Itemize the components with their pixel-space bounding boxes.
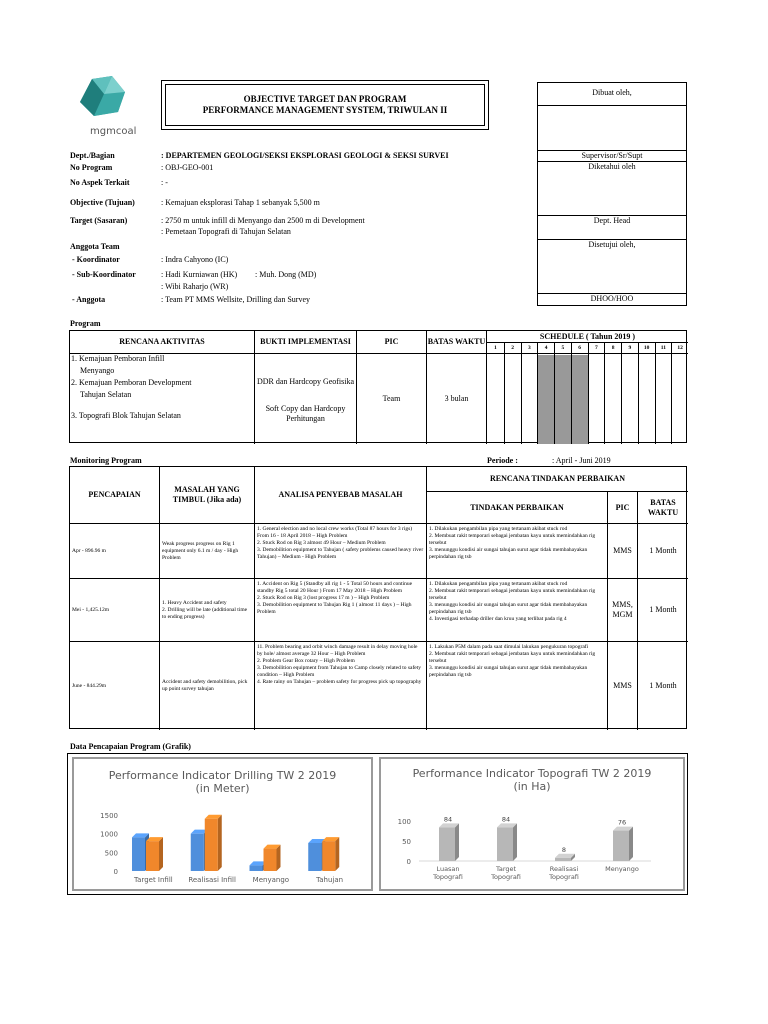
topografi-bar <box>497 823 517 861</box>
subkoordinator-value-1: : Hadi Kurniawan (HK) <box>161 270 238 279</box>
activities-cell <box>70 354 255 444</box>
monitoring-section-label: Monitoring Program <box>70 456 142 465</box>
schedule-month-label: 4 <box>538 343 554 354</box>
topografi-bar <box>613 827 633 861</box>
schedule-bar <box>555 355 571 444</box>
topografi-category-label: Topografi <box>549 873 579 881</box>
koordinator-value: : Indra Cahyono (IC) <box>161 255 229 264</box>
col-batas-monitoring: BATAS WAKTU <box>638 492 688 524</box>
drilling-ytick-label: 1000 <box>100 830 118 839</box>
anggota-label: - Anggota <box>70 295 106 304</box>
col-analisa: ANALISA PENYEBAB MASALAH <box>255 467 427 524</box>
topografi-bar <box>555 854 575 861</box>
logo-text: mgmcoal <box>90 126 137 137</box>
pic-monitoring-cell: MMS <box>608 524 638 579</box>
pencapaian-cell: June - 844.29m <box>70 642 160 730</box>
activity-1b: Menyango <box>80 366 115 375</box>
schedule-month-8 <box>604 343 621 444</box>
drilling-chart-plot <box>74 759 371 889</box>
schedule-month-1 <box>487 343 504 444</box>
company-logo <box>70 74 137 137</box>
masalah-cell: Accident and safety demobilition, pick up point survey tahujan <box>160 642 255 730</box>
drilling-category-label: Target Infill <box>134 876 173 884</box>
drilling-bar-side <box>335 837 339 871</box>
drilling-bar-front <box>250 865 263 871</box>
known-role-label: Dept. Head <box>538 215 686 226</box>
col-batas-waktu: BATAS WAKTU <box>427 331 487 354</box>
pic-cell: Team <box>357 354 427 444</box>
schedule-month-label: 12 <box>672 343 688 354</box>
schedule-month-12 <box>671 343 688 444</box>
tindakan-cell: 1. Dilakukan pengambilan pipa yang tertanam akibat stuck rod 2. Membuat rakit temporari sebagai jembatan kayu untuk memindahkan rig tersebut 3. menunggu kondisi air sungai tahujan surut agar tidak membahayakan perpindahan rig tsb <box>427 524 608 579</box>
col-tindakan: TINDAKAN PERBAIKAN <box>427 492 608 524</box>
col-masalah: MASALAH YANG TIMBUL (Jika ada) <box>160 467 255 524</box>
title-line-1: OBJECTIVE TARGET DAN PROGRAM <box>243 94 407 104</box>
activity-2b: Tahujan Selatan <box>80 390 132 399</box>
program-label: No Program <box>70 163 113 172</box>
tindakan-cell: 1. Lakukan P5M dalam pada saat dimulai lakukan pengukuran topografi 2. Membuat rakit temporari sebagai jembatan kayu untuk memindahkan rig tersebut 3. menunggu kondisi air sungai tahujan surut agar tidak membahayakan perpindahan rig tsb <box>427 642 608 730</box>
batas-cell: 3 bulan <box>427 354 487 444</box>
analisa-cell: 1. Accident on Rig 5 (Standby all rig 1 - 5 Total 50 hours and continue standby Rig 5 total 20 Hour ) From 17 May 2018 – High Problem 2. Stuck Rod on Rig 3 (lost progress 17 m ) – High Problem 3. Demobilition equipment to Tahujan Rig 1 ( almost 11 days ) – High Problem <box>255 579 427 642</box>
topografi-bar-side <box>629 827 633 861</box>
pic-monitoring-cell: MMS, MGM <box>608 579 638 642</box>
dept-label: Dept./Bagian <box>70 151 115 160</box>
schedule-bar <box>572 355 588 444</box>
analisa-cell: 11. Problem bearing and orbit winch damage result in delay moving hole by hole/ almost average 32 Hour – High Problem 2. Problem Gear Box rotary – High Problem 3. Demobilition equipment from Tahujan to Camp closely related to safety condition – High Problem 4. Rate rainy on Tahujan – problem safety for progress pick up topography <box>255 642 427 730</box>
anggota-value: : Team PT MMS Wellsite, Drilling dan Survey <box>161 295 311 304</box>
drilling-bar-front <box>322 841 335 871</box>
monitoring-table <box>69 466 687 729</box>
schedule-month-label: 9 <box>622 343 638 354</box>
schedule-month-label: 6 <box>572 343 588 354</box>
batas-monitoring-cell: 1 Month <box>649 681 677 690</box>
objective-label: Objective (Tujuan) <box>70 198 135 207</box>
topografi-ytick-label: 0 <box>406 858 411 866</box>
schedule-bar <box>538 355 554 444</box>
title-line-2: PERFORMANCE MANAGEMENT SYSTEM, TRIWULAN II <box>202 105 448 115</box>
schedule-month-9 <box>621 343 638 444</box>
signature-box <box>537 82 687 306</box>
schedule-month-6 <box>571 343 588 444</box>
topografi-chart-plot <box>381 759 683 889</box>
col-schedule: SCHEDULE ( Tahun 2019 ) <box>487 331 688 343</box>
topografi-bar-front <box>439 827 455 861</box>
schedule-months <box>487 343 688 444</box>
schedule-month-label: 1 <box>487 343 504 354</box>
title-box <box>161 80 489 130</box>
pic-monitoring-cell: MMS <box>608 642 638 730</box>
topografi-category-label: Topografi <box>491 873 521 881</box>
schedule-month-label: 10 <box>639 343 655 354</box>
bukti-1: DDR dan Hardcopy Geofisika <box>256 377 355 386</box>
schedule-month-5 <box>554 343 571 444</box>
topografi-bar-front <box>613 831 629 861</box>
topografi-bar-front <box>555 858 571 861</box>
col-rencana-aktivitas: RENCANA AKTIVITAS <box>70 331 255 354</box>
subkoordinator-value-2: : Wibi Raharjo (WR) <box>161 282 229 291</box>
bukti-2: Soft Copy dan Hardcopy Perhitungan <box>265 404 346 423</box>
drilling-bar-front <box>191 834 204 871</box>
drilling-bar-front <box>308 843 321 871</box>
topografi-ytick-label: 50 <box>402 838 411 846</box>
col-pic: PIC <box>357 331 427 354</box>
schedule-month-11 <box>655 343 672 444</box>
topografi-bar-side <box>513 823 517 861</box>
periode-label: Periode : <box>487 456 518 465</box>
signature-area-made <box>538 105 686 145</box>
pencapaian-cell: Apr - 896.96 m <box>70 524 160 579</box>
topografi-bar-front <box>497 827 513 861</box>
tindakan-cell: 1. Dilakukan pengambilan pipa yang tertanam akibat stuck rod 2. Membuat rakit temporari sebagai jembatan kayu untuk memindahkan rig tersebut 3. menunggu kondisi air sungai tahujan surut agar tidak membahayakan perpindahan rig tsb 4. Investigasi terhadap driller dan kruu yang terlibat pada rig 4 <box>427 579 608 642</box>
drilling-bar-side <box>159 837 163 871</box>
drilling-ytick-label: 500 <box>104 849 118 858</box>
schedule-month-3 <box>521 343 538 444</box>
objective-value: : Kemajuan eksplorasi Tahap 1 sebanyak 5,500 m <box>161 198 320 207</box>
schedule-month-4 <box>537 343 554 444</box>
topografi-chart <box>379 757 685 891</box>
drilling-bar <box>322 837 339 871</box>
masalah-cell: 1. Heavy Accident and safety 2. Drilling will be late (additional time to ending progress) <box>160 579 255 642</box>
topografi-data-label: 76 <box>617 818 627 827</box>
periode-value: : April - Juni 2019 <box>552 456 611 465</box>
schedule-month-2 <box>504 343 521 444</box>
masalah-cell: Weak progress progress on Rig 1 equipment only 6.1 m / day - High Problem <box>160 524 255 579</box>
subkoordinator-value-1b: : Muh. Dong (MD) <box>255 270 317 279</box>
topografi-data-label: 8 <box>561 845 567 854</box>
aspek-value: : - <box>161 178 168 187</box>
drilling-bar-side <box>277 845 281 871</box>
subkoordinator-label: - Sub-Koordinator <box>70 270 136 279</box>
drilling-chart-title: Performance Indicator Drilling TW 2 2019 (in Meter) <box>108 769 337 795</box>
bukti-cell <box>255 354 357 444</box>
topografi-bar-side <box>455 823 459 861</box>
activity-3: 3. Topografi Blok Tahujan Selatan <box>71 411 181 420</box>
schedule-month-label: 11 <box>656 343 672 354</box>
schedule-month-label: 8 <box>605 343 621 354</box>
drilling-category-label: Tahujan <box>316 876 344 884</box>
drilling-category-label: Realisasi Infill <box>188 876 236 884</box>
team-label: Anggota Team <box>70 242 120 251</box>
program-value: : OBJ-GEO-001 <box>161 163 214 172</box>
made-by-label: Dibuat oleh, <box>592 88 632 97</box>
made-role-label: Supervisor/Sr/Supt <box>538 150 686 161</box>
topografi-category-label: Target <box>495 865 517 873</box>
activity-2a: 2. Kemajuan Pemboran Development <box>71 378 192 387</box>
drilling-bar-front <box>264 849 277 871</box>
drilling-ytick-label: 0 <box>113 868 118 876</box>
schedule-month-10 <box>638 343 655 444</box>
drilling-bar <box>264 845 281 871</box>
drilling-bar <box>205 815 222 871</box>
target-value-1: : 2750 m untuk infill di Menyango dan 2500 m di Development <box>161 216 365 225</box>
drilling-bar-front <box>205 819 218 871</box>
col-rencana-tindakan: RENCANA TINDAKAN PERBAIKAN <box>427 467 688 492</box>
topografi-category-label: Luasan <box>436 865 460 873</box>
analisa-cell: 1. General election and no local crew works (Total 87 hours for 3 rigs) From 16 - 18 April 2018 – High Problem 2. Stuck Rod on Rig 3 almost 49 Hour – Medium Problem 3. Demobilition equipment to Tahujan ( safety problems caused heavy river Tahujan) – Medium - High Problem <box>255 524 427 579</box>
topografi-chart-title: Performance Indicator Topografi TW 2 2019 (in Ha) <box>412 767 652 793</box>
batas-monitoring-cell: 1 Month <box>638 579 688 642</box>
activity-1a: 1. Kemajuan Pemboran Infill <box>71 354 165 363</box>
schedule-month-label: 2 <box>505 343 521 354</box>
topografi-ytick-label: 100 <box>397 818 411 826</box>
target-value-2: : Pemetaan Topografi di Tahujan Selatan <box>161 227 291 236</box>
target-label: Target (Sasaran) <box>70 216 128 225</box>
col-pencapaian: PENCAPAIAN <box>70 467 160 524</box>
drilling-bar-side <box>218 815 222 871</box>
approved-role-label: DHOO/HOO <box>538 293 686 304</box>
program-section-label: Program <box>70 319 101 328</box>
topografi-data-label: 84 <box>443 815 453 824</box>
known-by-label: Diketahui oleh <box>538 161 686 172</box>
topografi-category-label: Topografi <box>433 873 463 881</box>
program-table <box>69 330 687 443</box>
col-bukti-implementasi: BUKTI IMPLEMENTASI <box>255 331 357 354</box>
drilling-bar-front <box>146 841 159 871</box>
drilling-chart <box>72 757 373 891</box>
drilling-ytick-label: 1500 <box>100 812 118 820</box>
batas-monitoring-cell: 1 Month <box>638 524 688 579</box>
schedule-month-label: 5 <box>555 343 571 354</box>
charts-container <box>67 753 688 895</box>
koordinator-label: - Koordinator <box>70 255 120 264</box>
topografi-category-label: Realisasi <box>549 865 579 873</box>
schedule-month-label: 3 <box>522 343 538 354</box>
col-pic-monitoring: PIC <box>608 492 638 524</box>
schedule-month-label: 7 <box>589 343 605 354</box>
topografi-data-label: 84 <box>501 815 511 824</box>
drilling-bar-front <box>132 837 145 871</box>
drilling-category-label: Menyango <box>252 876 290 884</box>
schedule-month-7 <box>588 343 605 444</box>
topografi-bar <box>439 823 459 861</box>
charts-section-label: Data Pencapaian Program (Grafik) <box>70 742 191 751</box>
drilling-bar <box>146 837 163 871</box>
logo-mark-icon <box>70 74 130 119</box>
aspek-label: No Aspek Terkait <box>70 178 130 187</box>
pencapaian-cell: Mei - 1,425.12m <box>70 579 160 642</box>
dept-value: : DEPARTEMEN GEOLOGI/SEKSI EKSPLORASI GEOLOGI & SEKSI SURVEI <box>161 151 449 160</box>
topografi-category-label: Menyango <box>605 865 639 873</box>
approved-by-label: Disetujui oleh, <box>538 239 686 250</box>
